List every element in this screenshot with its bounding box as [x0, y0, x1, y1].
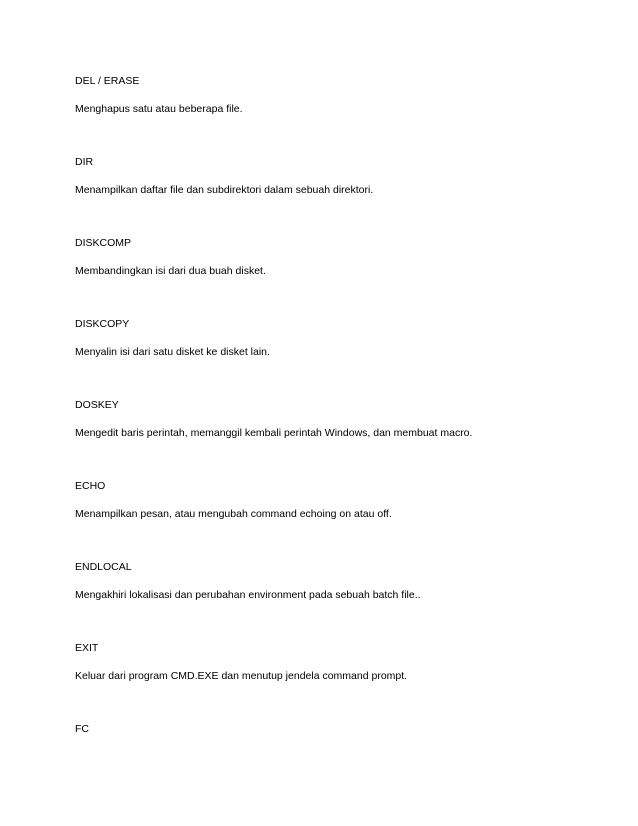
- command-name: DEL / ERASE: [75, 75, 140, 87]
- command-entry-fc: [75, 722, 595, 803]
- command-name: EXIT: [75, 642, 99, 654]
- command-description: Menampilkan pesan, atau mengubah command echoing on atau off.: [75, 508, 392, 520]
- command-description: Keluar dari program CMD.EXE dan menutup jendela command prompt.: [75, 670, 408, 682]
- command-description: Membandingkan isi dari dua buah disket.: [75, 265, 266, 277]
- command-description: Menampilkan daftar file dan subdirektori dalam sebuah direktori.: [75, 184, 374, 196]
- command-entry-endlocal: [75, 560, 595, 641]
- command-name: ECHO: [75, 480, 106, 492]
- command-name: DISKCOPY: [75, 318, 130, 330]
- command-entry-exit: [75, 641, 595, 722]
- command-description: Menghapus satu atau beberapa file.: [75, 103, 243, 115]
- command-name: ENDLOCAL: [75, 561, 132, 573]
- command-name: DOSKEY: [75, 399, 119, 411]
- command-entry-diskcomp: [75, 236, 595, 317]
- command-list: [75, 74, 595, 803]
- command-name: DIR: [75, 156, 94, 168]
- command-name: FC: [75, 723, 89, 735]
- command-description: Mengakhiri lokalisasi dan perubahan environment pada sebuah batch file..: [75, 589, 421, 601]
- command-entry-doskey: [75, 398, 595, 479]
- command-entry-echo: [75, 479, 595, 560]
- command-description: Menyalin isi dari satu disket ke disket lain.: [75, 346, 270, 358]
- command-entry-diskcopy: [75, 317, 595, 398]
- command-entry-del: [75, 74, 595, 155]
- command-entry-dir: [75, 155, 595, 236]
- command-description: Mengedit baris perintah, memanggil kembali perintah Windows, dan membuat macro.: [75, 427, 473, 439]
- command-name: DISKCOMP: [75, 237, 132, 249]
